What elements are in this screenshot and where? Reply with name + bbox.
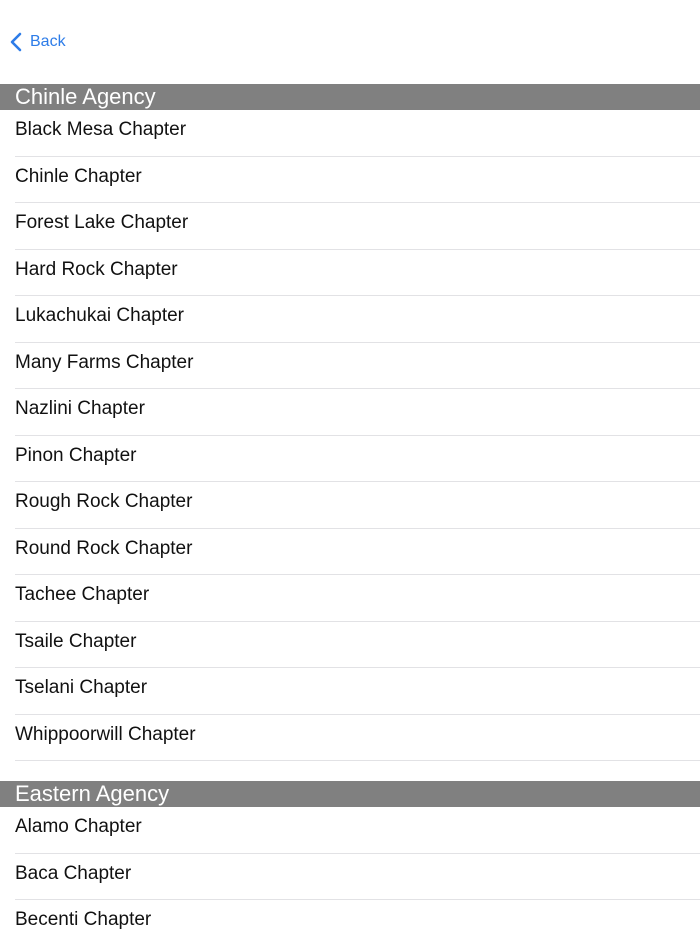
list-item-label: Round Rock Chapter — [15, 537, 193, 559]
list-item-label: Hard Rock Chapter — [15, 258, 178, 280]
list-item-label: Alamo Chapter — [15, 816, 142, 838]
list-item-label: Becenti Chapter — [15, 909, 152, 931]
list-item[interactable] — [0, 622, 700, 669]
list-item-label: Forest Lake Chapter — [15, 212, 189, 234]
list-item-label: Chinle Chapter — [15, 165, 142, 187]
navigation-bar — [0, 0, 700, 84]
list-item[interactable] — [0, 203, 700, 250]
list-item[interactable] — [0, 389, 700, 436]
list-item[interactable] — [0, 854, 700, 901]
back-label: Back — [30, 33, 66, 50]
list-item-label: Pinon Chapter — [15, 444, 137, 466]
list-item[interactable] — [0, 482, 700, 529]
list-item[interactable] — [0, 343, 700, 390]
list-item-label: Tachee Chapter — [15, 584, 150, 606]
section-header: Eastern Agency — [0, 781, 700, 807]
list-item-label: Rough Rock Chapter — [15, 491, 193, 513]
list-item[interactable] — [0, 900, 700, 934]
list-item[interactable] — [0, 529, 700, 576]
chevron-left-icon — [10, 32, 22, 52]
list-item[interactable] — [0, 575, 700, 622]
list-item[interactable] — [0, 296, 700, 343]
list-item-label: Whippoorwill Chapter — [15, 723, 196, 745]
section-gap — [0, 761, 700, 781]
list-item-label: Baca Chapter — [15, 862, 132, 884]
back-button[interactable] — [10, 30, 66, 54]
list-item-label: Black Mesa Chapter — [15, 119, 187, 141]
list-item[interactable] — [0, 807, 700, 854]
list-item[interactable] — [0, 668, 700, 715]
list-item-label: Many Farms Chapter — [15, 351, 194, 373]
list-item[interactable] — [0, 110, 700, 157]
list-item-label: Tselani Chapter — [15, 677, 148, 699]
chapter-list[interactable] — [0, 84, 700, 934]
list-item[interactable] — [0, 250, 700, 297]
list-item[interactable] — [0, 715, 700, 762]
section-header: Chinle Agency — [0, 84, 700, 110]
list-item-label: Tsaile Chapter — [15, 630, 137, 652]
list-item-label: Lukachukai Chapter — [15, 305, 184, 327]
list-item[interactable] — [0, 436, 700, 483]
list-item[interactable] — [0, 157, 700, 204]
list-item-label: Nazlini Chapter — [15, 398, 145, 420]
